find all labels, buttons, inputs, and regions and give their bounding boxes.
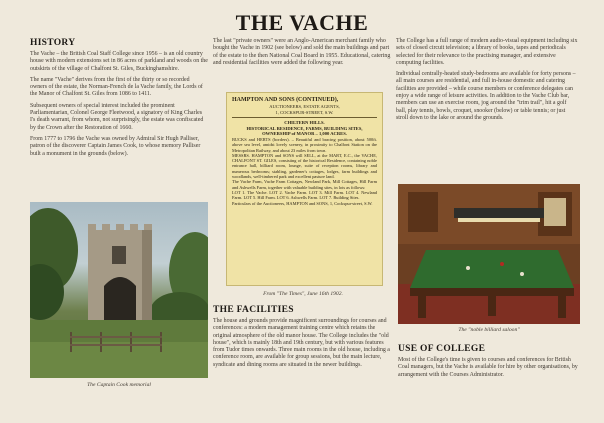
history-paragraph-2: The name "Vache" derives from the first of the thirty or so recorded owners of the estate, the Norman-French de la Vache family, the Lords of the Manor of Chalfont St. Giles from 1086 to 1411. — [30, 76, 203, 98]
page-title: THE VACHE — [235, 10, 369, 35]
clipping-caption: From "The Times", June 16th 1902. — [263, 291, 343, 297]
clipping-address: 1, COCKSPUR-STREET, S.W. — [275, 109, 334, 115]
history-heading: HISTORY — [30, 38, 76, 48]
history-paragraph-3: Subsequent owners of special interest included the prominent Parliamentarian, Colonel George Fleetwood, a signatory of King Charles I's death warrant, from whom, not surprisingly, the estate was confiscated by the Crown after the Restoration of 1660. — [30, 102, 204, 131]
captain-cook-memorial-photo — [30, 202, 208, 378]
clipping-body-4: Particulars of the Auctioneers, HAMPTON and SONS, 1, Cockspur-street, S.W. — [232, 200, 373, 206]
clipping-subheading: AUCTIONEERS, ESTATE AGENTS, — [269, 104, 340, 109]
times-newspaper-clipping — [226, 92, 383, 286]
college-section — [396, 38, 578, 126]
clipping-property-title: HISTORICAL RESIDENCE, FARMS, BUILDING SITES, OWNERSHIP of MANOR – 1,000 ACRES. — [246, 125, 363, 137]
clipping-lots: LOT 1. The Vache. LOT 2. Vache Farm. LOT 3. Mill Farm. LOT 4. Newland Farm. LOT 5. Hill Farm. LOT 6. Ashwells Farm. LOT 7. Building Sites. — [232, 189, 377, 201]
history-section — [30, 38, 208, 162]
clipping-body-3: The Vache Farm, Vache Farm Cottages, Newland Park, Mill Cottages, Hill Farm and Ashwells Farm, together with valuable building sites, in lots as follows: — [232, 179, 377, 190]
facilities-heading: THE FACILITIES — [213, 305, 294, 315]
facilities-section — [213, 305, 393, 373]
billiard-caption: The "noble billiard saloon" — [458, 327, 520, 333]
owners-paragraph: The last "private owners" were an Anglo-American merchant family who bought the Vache in 1902 (see below) and sold the main buildings and part of the estate to the then National Coal Board in 1955. Educational, catering and residential facilities were added the following year. — [213, 38, 391, 66]
history-paragraph-1: The Vache – the British Coal Staff College since 1956 – is an old country house with modern extensions set in 86 acres of parkland and woods on the outskirts of the village of Chalfont St. Giles, Buckinghamshire. — [30, 51, 208, 72]
billiard-saloon-photo — [398, 184, 580, 324]
college-paragraph-1: The College has a full range of modern audio-visual equipment including six sets of closed circuit television; a library of books, tapes and periodicals selected for their relevance to the practising manager, and extensive computing facilities. — [396, 38, 578, 66]
clipping-body-2: MESSRS. HAMPTON and SONS will SELL, at the MART, E.C., the VACHE, CHALFONT ST. GILES, consisting of the historical Residence, containing noble entrance hall, billiard room, lounge, suite of reception rooms, library and numerous bedrooms; stabling, gardener's cottages, lodges, farm buildings and woodlands, well-timbered park and excellent pasture land. — [232, 152, 377, 180]
clipping-location: CHILTERN HILLS. — [284, 120, 325, 126]
facilities-paragraph: The house and grounds provide magnificent surroundings for courses and conferences: a modern management training centre which retains the original atmosphere of the old manor house. The College includes the "old house", which is mainly 18th and 19th century, but with various features from Tudor times onwards. Three main rooms in the old house, including a conference room, are available for group sessions, but the main lecture, syndicate and dining rooms are situated in the newer buildings. — [213, 318, 390, 368]
use-of-college-heading: USE OF COLLEGE — [398, 344, 486, 354]
college-paragraph-2: Individual centrally-heated study-bedrooms are available for forty persons – all main courses are residential, and full in-house domestic and catering facilities are provided – while course members or conference delegates can enjoy a wide range of leisure activities. In addition to the Vache Club bar, members can use an exercise room, jog around the "trim trail", hit a golf ball, play tennis, bowls, croquet, snooker (below) or table tennis; or just stroll down to the lake or around the grounds. — [396, 71, 576, 121]
clipping-heading: HAMPTON AND SONS (CONTINUED), — [232, 97, 339, 103]
clipping-body-1: BUCKS and HERTS (borders). – Beautiful and bracing position, about 500ft. above sea level, amidst lovely scenery, in proximity to Chalfont Station on the Metropolitan Railway, and about 23 miles from town. — [232, 136, 377, 153]
use-of-college-paragraph: Most of the College's time is given to courses and conferences for British Coal managers, but the Vache is available for hire by other organisations, by arrangement with the Courses Administrator. — [398, 357, 578, 378]
use-of-college-section — [398, 344, 580, 383]
clipping-divider — [232, 117, 377, 118]
captain-cook-caption: The Captain Cook memorial — [87, 382, 151, 388]
history-paragraph-4: From 1777 to 1796 the Vache was owned by Admiral Sir Hugh Palliser, patron of the discoverer Captain James Cook, to whose memory Palliser built a monument in the grounds (below). — [30, 135, 201, 157]
owners-section — [213, 38, 393, 71]
